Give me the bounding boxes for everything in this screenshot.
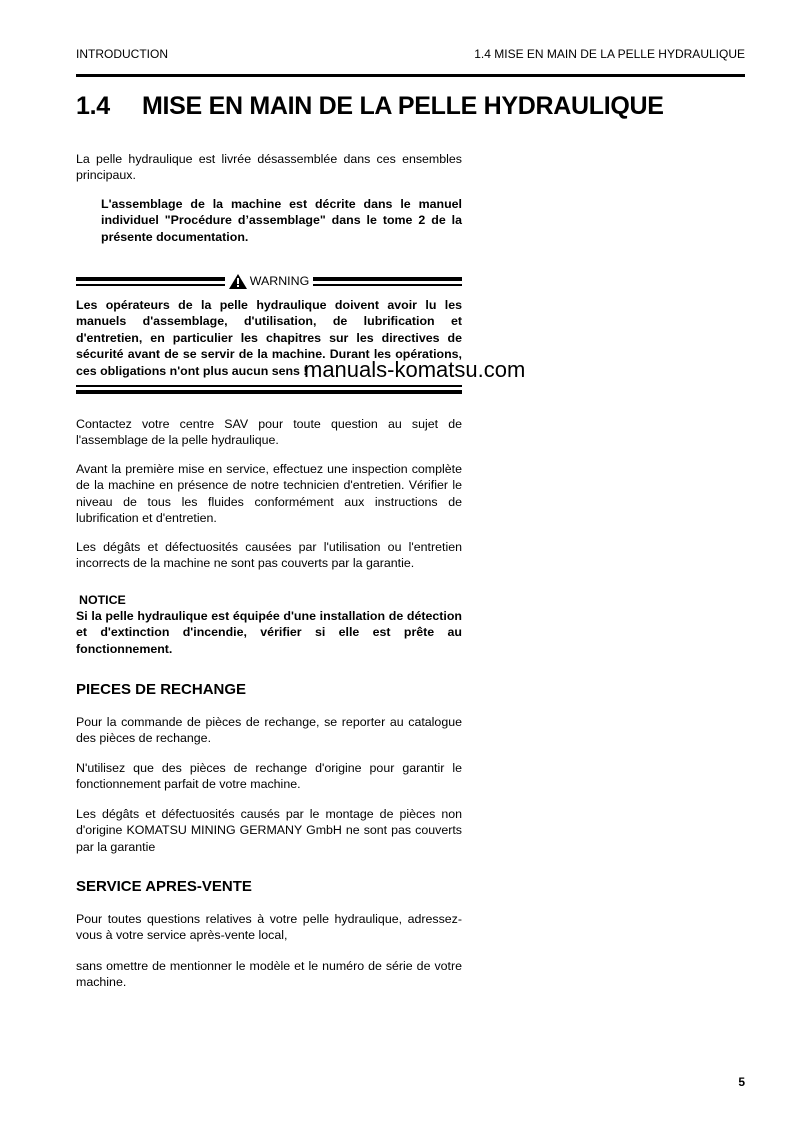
warning-text: Les opérateurs de la pelle hydraulique doivent avoir lu les manuels d'assemblage, d'utilisation, de lubrification et d'entretien, en particulier les chapitres sur les directives de sécurité avant de se servir de la machine. Durant les opérations, ces obligations n'ont plus aucun sens !: [76, 298, 462, 378]
warning-header: [76, 273, 462, 289]
watermark: manuals-komatsu.com: [304, 357, 526, 382]
page-number: 5: [738, 1075, 745, 1089]
warning-rule-right: [313, 277, 462, 286]
body-paragraph: Les dégâts et défectuosités causées par l'utilisation ou l'entretien incorrects de la machine ne sont pas couverts par la garantie.: [76, 540, 462, 571]
section-number: 1.4: [76, 92, 110, 120]
section-heading-after-sales: SERVICE APRES-VENTE: [76, 878, 252, 895]
body-paragraph: Pour toutes questions relatives à votre pelle hydraulique, adressez-vous à votre service après-vente local,: [76, 912, 462, 943]
section-heading-spare-parts: PIECES DE RECHANGE: [76, 681, 247, 698]
body-paragraph: N'utilisez que des pièces de rechange d'origine pour garantir le fonctionnement parfait de votre machine.: [76, 761, 462, 792]
warning-rule-bottom: [76, 385, 462, 394]
assembly-reference: L'assemblage de la machine est décrite dans le manuel individuel "Procédure d’assemblage" dans le tome 2 de la présente documentation.: [101, 197, 462, 244]
notice-text: Si la pelle hydraulique est équipée d'une installation de détection et d'extinction d'incendie, vérifier si elle est prête au fonctionnement.: [76, 609, 462, 656]
header-rule: [76, 74, 745, 77]
page-title: [76, 92, 664, 121]
running-header-left: INTRODUCTION: [76, 47, 168, 61]
body-paragraph: Pour la commande de pièces de rechange, se reporter au catalogue des pièces de rechange.: [76, 715, 462, 746]
body-paragraph: Avant la première mise en service, effectuez une inspection complète de la machine en présence de notre technicien d'entretien. Vérifier le niveau de tous les fluides conformément aux instructions de lubrification et d'entretien.: [76, 462, 462, 526]
warning-triangle-icon: [229, 274, 247, 289]
body-paragraph: Les dégâts et défectuosités causés par le montage de pièces non d'origine KOMATSU MINING GERMANY GmbH ne sont pas couverts par la garantie: [76, 807, 462, 854]
running-header-right: 1.4 MISE EN MAIN DE LA PELLE HYDRAULIQUE: [474, 47, 745, 61]
body-paragraph: Contactez votre centre SAV pour toute question au sujet de l'assemblage de la pelle hydraulique.: [76, 417, 462, 448]
warning-rule-left: [76, 277, 225, 286]
notice-label: NOTICE: [79, 593, 126, 607]
section-title: MISE EN MAIN DE LA PELLE HYDRAULIQUE: [142, 92, 664, 120]
warning-label: WARNING: [225, 274, 313, 289]
intro-paragraph: La pelle hydraulique est livrée désassemblée dans ces ensembles principaux.: [76, 152, 462, 183]
body-paragraph: sans omettre de mentionner le modèle et le numéro de série de votre machine.: [76, 959, 462, 990]
